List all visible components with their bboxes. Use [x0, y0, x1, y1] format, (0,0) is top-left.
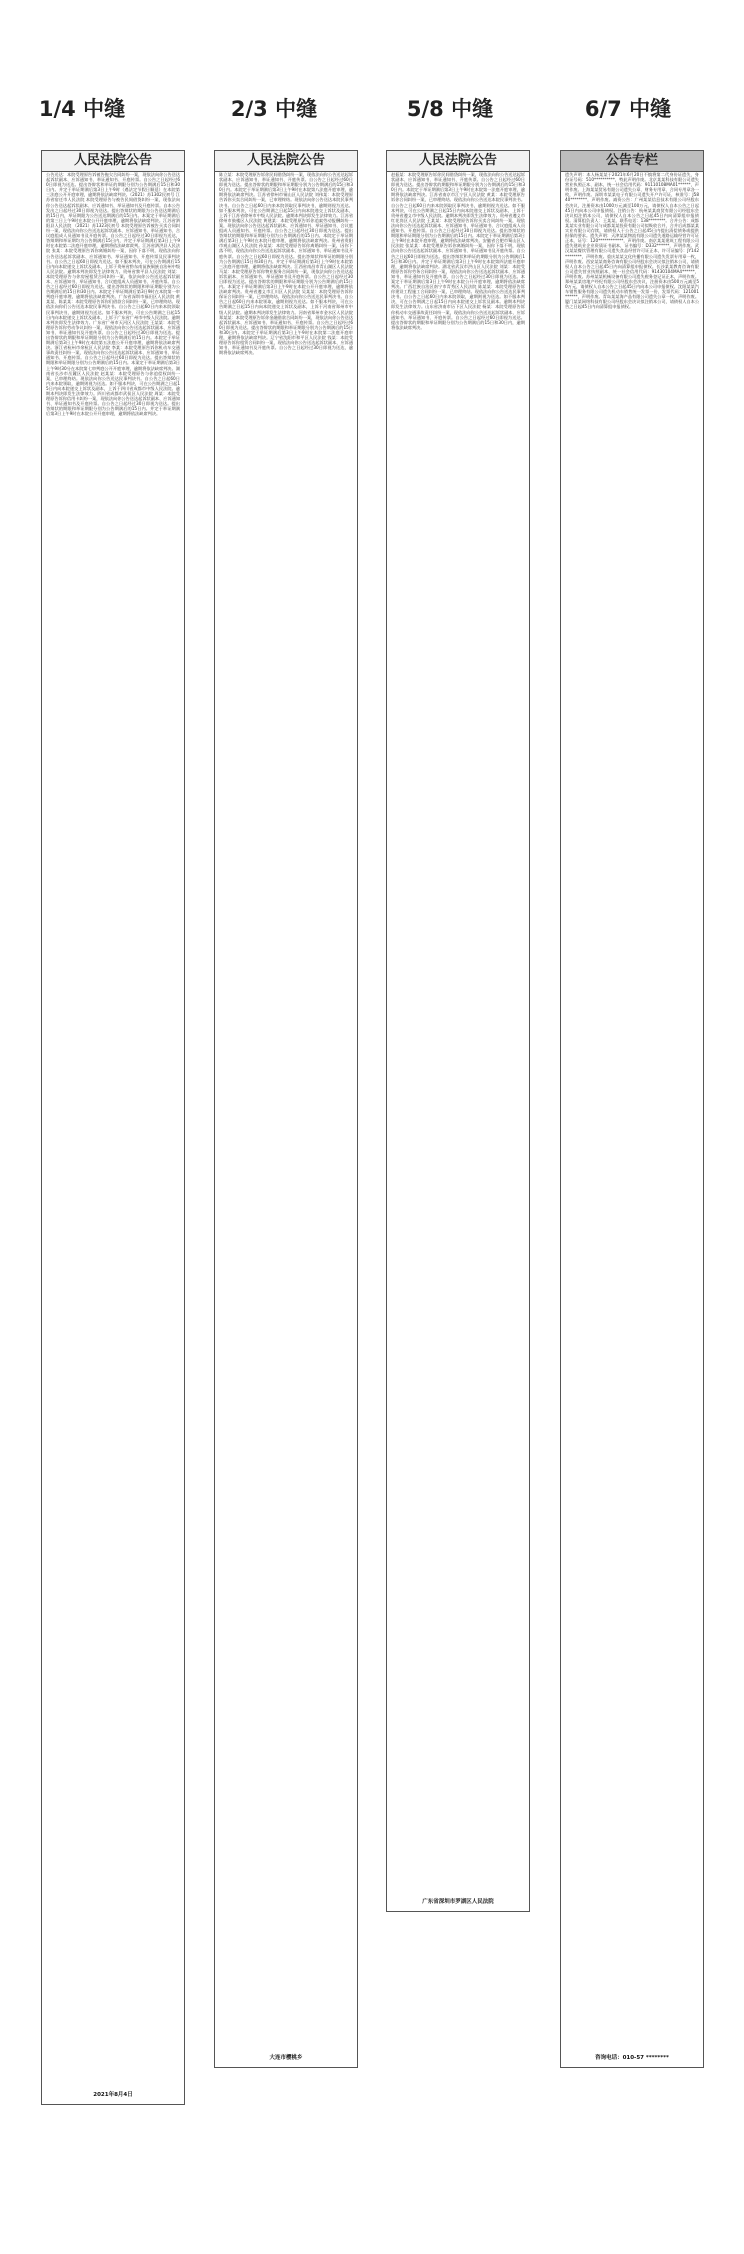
notice-text-4: 遗失声明：本人杨某某于2021年6月20日不慎将第二代身份证遗失，身份证号码：510**********，特此声明作废。北京某某科技有限公司遗失营业执照正本、副本，统一社会信用代码：91110108MA01******，声明作废。上海某某贸易有限公司遗失公章、财务专用章、合同专用章各一枚，声明作废。深圳市某某电子有限公司遗失开户许可证，核准号：J5840********，声明作废。减资公告：广州某某信息技术有限公司经股东会决议，注册资本由1000万元减至100万元，请债权人自本公告之日起45日内向本公司申报债权。注销公告：杭州某某商贸有限公司经股东会决议拟注销本公司，请债权人自本公告之日起45日内向清算组申报债权。清算组负责人：王某某，联系电话：138********。合并公告：成都某某实业有限公司与成都某某投资有限公司拟吸收合并，合并后成都某某实业有限公司存续，请债权人于公告之日起45日内提出清偿债务或提供担保的要求。遗失声明：天津某某物流有限公司遗失道路运输经营许可证正本，证号：120************，声明作废。南京某某建筑工程有限公司遗失建筑业企业资质证书副本，证书编号：D332******，声明作废。武汉某某餐饮管理有限公司遗失食品经营许可证正本，许可证编号：JY142********，声明作废。重庆某某文化传播有限公司遗失发票专用章一枚，声明作废。西安某某商务咨询有限公司经股东会决议拟注销本公司，请债权人自本公告之日起45日内向清算组申报债权。长沙某某教育咨询有限公司遗失营业执照副本，统一社会信用代码：91430104MA4******，声明作废。苏州某某机械设备有限公司遗失税务登记证正本，声明作废。郑州某某房地产经纪有限公司经股东会决议，注册资本由500万元减至50万元，请债权人自本公告之日起45日内向本公司申报债权。沈阳某某汽车销售服务有限公司遗失机动车销售统一发票一份，发票代码：121001******，声明作废。青岛某某海产品有限公司遗失公章一枚，声明作废。厦门某某网络科技有限公司经股东会决议拟注销本公司，请债权人自本公告之日起45日内向清算组申报债权。 [565, 172, 699, 310]
notice-column-4 [560, 150, 704, 2068]
column-footer-4: 咨询电话：010-57 ******** [565, 2053, 699, 2061]
notice-column-2 [214, 150, 358, 2068]
column-title-1: 1/4 中缝 [38, 97, 126, 121]
notice-column-3 [386, 150, 530, 1912]
column-title-3: 5/8 中缝 [406, 97, 494, 121]
column-body-4 [565, 172, 699, 2063]
column-footer-1: 2021年8月4日 [46, 2090, 180, 2098]
column-footer-2: 大连市樱桃乡 [219, 2053, 353, 2061]
column-body-3 [391, 172, 525, 1907]
notice-text-2: 陈立某：本院受理原告诉你民间借贷纠纷一案，现依法向你公告送达起诉状副本、应诉通知书、举证通知书、开庭传票。自公告之日起经过60日即视为送达。提出答辩状的期限和举证期限分别为公告期满后的15日和30日内。本院定于举证期满后第3日上午9时在本院第八法庭开庭审理，逾期将依法缺席判决。江苏省徐州市铜山区人民法院 刘伟某：本院受理原告诉你买卖合同纠纷一案，已审理终结。现依法向你公告送达本院民事判决书。自公告之日起60日内来本院领取民事判决书，逾期则视为送达。如不服本判决，可在公告期满之日起15日内向本院递交上诉状及副本，上诉于江苏省徐州市中级人民法院。逾期本判决即发生法律效力。江苏省徐州市鼓楼区人民法院 黄建某：本院受理原告诉你追索劳动报酬纠纷一案，现依法向你公告送达起诉状副本、应诉通知书、举证通知书、合议庭组成人员通知书、开庭传票。自公告之日起经过30日即视为送达。提出答辩状的期限和举证期限分别为公告期满后的15日内。本院定于举证期满后第3日上午9时在本院开庭审理，逾期将依法缺席判决。贵州省贵阳市观山湖区人民法院 孙某某：本院受理原告诉你离婚纠纷一案，因你下落不明，现依法向你公告送达起诉状副本、应诉通知书、举证通知书及开庭传票。自公告之日起60日即视为送达。提出答辩状和举证的期限分别为公告期满后15日和30日内。并定于举证期满后第3日上午9时在本院第三法庭开庭审理，逾期将依法缺席判决。江西省南昌市青山湖区人民法院 马某：本院受理原告诉你物业服务合同纠纷一案，现依法向你公告送达起诉状副本、应诉通知书、举证通知书及开庭传票。自公告之日起经过30日即视为送达。提出答辩状的期限和举证期限分别为公告期满后的15日内。本案定于举证期满后第3日上午9时在本院公开开庭审理，逾期将依法缺席判决。贵州省遵义市汇川区人民法院 吴某某：本院受理原告诉你保证合同纠纷一案，已审理终结。现依法向你公告送达民事判决书。自公告之日起60日内来本院领取，逾期则视为送达。如不服本判决，可在公告期满之日起15日内向本院递交上诉状及副本，上诉于河南省郑州市中级人民法院。逾期本判决即发生法律效力。河南省郑州市金水区人民法院 郑某某：本院受理原告诉你金融借款合同纠纷一案，现依法向你公告送达起诉状副本、应诉通知书、举证通知书、开庭传票。自公告之日起经过60日即视为送达。提出答辩状的期限和举证期限分别为公告期满后的15日和30日内。本院定于举证期满后第3日上午9时在本院第二法庭开庭审理，逾期将依法缺席判决。辽宁省沈阳市和平区人民法院 钱某：本院受理原告诉你租赁合同纠纷一案，现依法向你公告送达起诉状副本、应诉通知书、举证通知书及开庭传票。自公告之日起经过30日即视为送达，逾期将依法缺席判决。 [219, 172, 353, 356]
column-header-3: 人民法院公告 [387, 151, 529, 172]
column-header-2: 人民法院公告 [215, 151, 357, 172]
column-title-2: 2/3 中缝 [230, 97, 318, 121]
notice-text-3: 赵振某：本院受理原告诉你民间借贷纠纷一案，现依法向你公告送达起诉状副本、应诉通知书、举证通知书、开庭传票。自公告之日起经过60日即视为送达。提出答辩状的期限和举证期限分别为公告期满后的15日和30日内。本院定于举证期满后第3日上午9时在本院第一法庭开庭审理，逾期将依法缺席判决。江苏省南京市江宁区人民法院 黄某：本院受理原告诉你合同纠纷一案，已审理终结。现依法向你公告送达本院民事判决书。自公告之日起60日内来本院领取民事判决书，逾期则视为送达。如不服本判决，可在公告期满之日起15日内向本院递交上诉状及副本，上诉于贵州省遵义市中级人民法院。逾期本判决即发生法律效力。贵州省遵义市红花岗区人民法院 王某某：本院受理原告诉你买卖合同纠纷一案，现依法向你公告送达起诉状副本、应诉通知书、举证通知书、合议庭组成人员通知书、开庭传票。自公告之日起经过30日即视为送达。提出答辩状的期限和举证期限分别为公告期满后的15日内。本院定于举证期满后第3日上午9时在本院开庭审理，逾期将依法缺席判决。安徽省合肥市蜀山区人民法院 张某某：本院受理原告诉你离婚纠纷一案，因你下落不明，现依法向你公告送达起诉状副本、应诉通知书、举证通知书及开庭传票。自公告之日起60日即视为送达。提出答辩状和举证的期限分别为公告期满后15日和30日内。并定于举证期满后第3日上午9时在本院第四法庭开庭审理，逾期将依法缺席判决。湖北省武汉市洪山区人民法院 刘某：本院受理原告诉你劳务合同纠纷一案，现依法向你公告送达起诉状副本、应诉通知书、举证通知书及开庭传票。自公告之日起经过30日即视为送达。本案定于举证期满后第3日上午9时在本院公开开庭审理，逾期将依法缺席判决。广西壮族自治区南宁市青秀区人民法院 陈某某：本院受理原告诉你建设工程施工合同纠纷一案，已审理终结。现依法向你公告送达民事判决书。自公告之日起60日内来本院领取，逾期则视为送达。如不服本判决，可在公告期满之日起15日内向本院递交上诉状及副本。逾期本判决即发生法律效力。山东省济南市历下区人民法院 杨某：本院受理原告诉你机动车交通事故责任纠纷一案，现依法向你公告送达起诉状副本、应诉通知书、举证通知书、开庭传票。自公告之日起经过60日即视为送达。提出答辩状的期限和举证期限分别为公告期满后的15日和30日内，逾期将依法缺席判决。 [391, 172, 525, 330]
notice-column-1 [41, 150, 185, 2105]
column-title-4: 6/7 中缝 [584, 97, 672, 121]
column-header-4: 公告专栏 [561, 151, 703, 172]
column-header-1: 人民法院公告 [42, 151, 184, 172]
column-body-1 [46, 172, 180, 2100]
notice-text-1: 公告送达：本院受理原告诉被告拖欠合同纠纷一案，现依法向你公告送达起诉状副本、应诉通知书、举证通知书、开庭传票。自公告之日起经过60日即视为送达。提出答辩状和举证的期限分别为公告期满后15日和30日内。并定于举证期满后第3日上午9时（遇法定节假日顺延）在本院第三法庭公开开庭审理，逾期将依法缺席判决。（2021）苏1302民初号 江苏省宿迁市人民法院 本院受理原告与被告民间借贷纠纷一案，现依法向你公告送达起诉状副本、应诉通知书、举证通知书及开庭传票。自本公告发出之日起经过30日即视为送达。提出答辩状的期限为公告送达期满后的15日内，举证期限为公告送达期满后的15日内。本案定于举证期满后的第三日上午9时在本院公开开庭审理，逾期将依法缺席判决。江苏省泗阳县人民法院 （2021）苏1323民初号 本院受理原告诉被告买卖合同纠纷一案，现依法向你公告送达起诉状副本、应诉通知书、举证通知书、合议庭组成人员通知书及开庭传票。自公告之日起经过30日即视为送达，答辩期和举证期均为公告期满后15日内，并定于举证期满后第3日上午9时在本院第二法庭开庭审理，逾期将依法缺席裁判。江苏省泗洪县人民法院 张某：本院受理原告诉你离婚纠纷一案，因你下落不明，现依法向你公告送达起诉状副本、应诉通知书、举证通知书、开庭传票及民事判决书。自公告之日起60日即视为送达。如不服本判决，可在公告期满后15日内向本院递交上诉状及副本，上诉于贵州省黔东南苗族侗族自治州中级人民法院。逾期本判决即发生法律效力。贵州省黎平县人民法院 刘某：本院受理原告与你房屋租赁合同纠纷一案，依法向你公告送达起诉状副本、应诉通知书、举证通知书、合议庭组成人员通知书、开庭传票。自公告之日起经过60日即视为送达。提出答辩状的期限和举证期限分别为公告期满后的15日和30日内。本院定于举证期满后第3日9时在本院第一审判庭开庭审理，逾期将依法缺席判决。广东省深圳市福田区人民法院 黄某某、陈某某：本院受理原告诉你们借款合同纠纷一案，已审理终结。现依法向你们公告送达本院民事判决书。自公告之日起60日内来本院领取民事判决书，逾期则视为送达。如不服本判决，可在公告期满之日起15日内向本院递交上诉状及副本，上诉于广东省广州市中级人民法院。逾期本判决即发生法律效力。广东省广州市天河区人民法院 王某某：本院受理原告诉你劳动争议纠纷一案，现依法向你公告送达起诉状副本、应诉通知书、举证通知书及开庭传票。自公告之日起经过30日即视为送达。提出答辩状的期限和举证期限分别为公告期满后的15日内。本院定于举证期满后第3日上午9时在本院第五法庭公开开庭审理，逾期将依法缺席判决。浙江省杭州市余杭区人民法院 李某：本院受理原告诉你机动车交通事故责任纠纷一案，现依法向你公告送达起诉状副本、应诉通知书、举证通知书、开庭传票。自公告之日起经过60日即视为送达。提出答辩状的期限和举证期限分别为公告期满后的15日内。本案定于举证期满后第3日上午9时30分在本院第七审判庭公开开庭审理，逾期将依法缺席判决。湖南省长沙市岳麓区人民法院 赵某某：本院受理原告与你追偿权纠纷一案，已审理终结。现依法向你公告送达民事判决书。自公告之日起60日内来本院领取，逾期则视为送达。如不服本判决，可在公告期满之日起15日内向本院递交上诉状及副本，上诉于四川省成都市中级人民法院。逾期本判决即发生法律效力。四川省成都市武侯区人民法院 周某：本院受理原告诉你信用卡纠纷一案，现依法向你公告送达起诉状副本、应诉通知书、举证通知书及开庭传票。自公告之日起经过30日即视为送达。提出答辩状的期限和举证期限分别为公告期满后的15日内。并定于举证期满后第3日上午9时在本院公开开庭审理，逾期将依法缺席判决。 [46, 172, 180, 417]
column-footer-3: 广东省深圳市罗湖区人民法院 [391, 1897, 525, 1905]
column-body-2 [219, 172, 353, 2063]
